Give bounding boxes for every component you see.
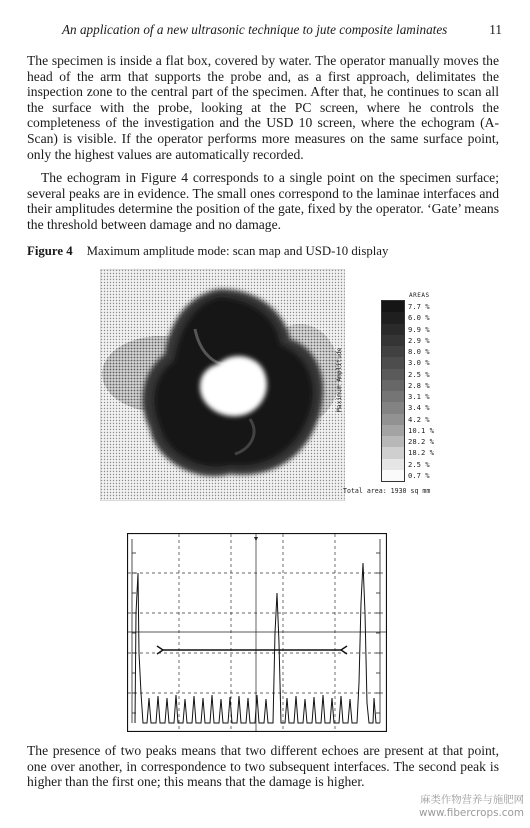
figure-caption-text: Maximum amplitude mode: scan map and USD-10 display xyxy=(86,244,389,258)
legend-axis-label: Maximum Amplitude xyxy=(336,347,343,412)
legend-swatch xyxy=(382,470,404,481)
amplitude-legend xyxy=(336,292,450,502)
legend-swatch xyxy=(382,459,404,470)
legend-swatch xyxy=(382,391,404,402)
legend-level: 2.9 % xyxy=(408,335,430,345)
legend-level: 2.8 % xyxy=(408,380,430,390)
legend-swatch xyxy=(382,447,404,458)
legend-swatch xyxy=(382,346,404,357)
legend-level: 3.1 % xyxy=(408,392,430,401)
legend-swatch xyxy=(382,357,404,368)
legend-swatch xyxy=(382,369,404,380)
legend-swatch xyxy=(382,312,404,323)
legend-swatch xyxy=(382,301,404,312)
legend-swatch xyxy=(382,324,404,335)
running-title: An application of a new ultrasonic technique to jute composite laminates xyxy=(62,22,448,37)
legend-level: 0.7 % xyxy=(408,470,430,480)
legend-level: 18.2 % xyxy=(408,448,434,458)
scan-map-image xyxy=(100,269,345,501)
legend-level: 9.9 % xyxy=(408,324,430,334)
figure-caption xyxy=(27,244,388,259)
watermark-line-2: www.fibercrops.com xyxy=(418,807,524,819)
paragraph-2: The echogram in Figure 4 corresponds to a single point on the specimen surface; several peaks are in evidence. The small ones correspond to the laminae interfaces and their amplitudes determine the position of the gate, fixed by the operator. ‘Gate’ means the threshold between damage and no damage. xyxy=(27,170,499,232)
legend-level: 4.2 % xyxy=(408,414,430,424)
legend-swatch xyxy=(382,414,404,425)
paragraph-1: The specimen is inside a flat box, covered by water. The operator manually moves the head of the arm that supports the probe and, as a first approach, delimitates the inspection zone to the central part of the specimen. After that, he continues to scan all the surface with the probe, looking at the PC screen, where he controls the completeness of the investigation and the USD 10 screen, where the echogram (A-Scan) is visible. If the operator performs more measures on the same surface point, only the highest values are automatically recorded. xyxy=(27,53,499,162)
page-number: 11 xyxy=(489,22,502,37)
legend-swatch xyxy=(382,380,404,391)
legend-level: 6.0 % xyxy=(408,313,430,323)
legend-swatch xyxy=(382,436,404,447)
running-header xyxy=(62,22,502,40)
site-watermark xyxy=(419,794,524,820)
paragraph-3: The presence of two peaks means that two different echoes are present at that point, one over another, in correspondence to two subsequent interfaces. The second peak is higher than the first one; this means that the damage is higher. xyxy=(27,743,499,790)
legend-swatch xyxy=(382,425,404,436)
legend-level: 3.0 % xyxy=(408,358,430,368)
legend-level: 3.4 % xyxy=(408,403,430,413)
figure-label: Figure 4 xyxy=(27,244,73,258)
legend-level: 2.5 % xyxy=(408,369,430,379)
legend-level: 28.2 % xyxy=(408,437,434,446)
legend-level: 10.1 % xyxy=(408,425,434,435)
legend-header: AREAS xyxy=(409,292,430,299)
legend-swatch xyxy=(382,402,404,413)
legend-swatch xyxy=(382,335,404,346)
legend-level: 2.5 % xyxy=(408,459,430,469)
watermark-line-1: 麻类作物营养与施肥网 xyxy=(420,794,524,806)
legend-level: 8.0 % xyxy=(408,347,430,356)
a-scan-display xyxy=(127,533,387,732)
legend-level: 7.7 % xyxy=(408,302,430,311)
legend-total-area: Total area: 1930 sq mm xyxy=(343,487,431,495)
legend-colorbar xyxy=(381,300,405,482)
